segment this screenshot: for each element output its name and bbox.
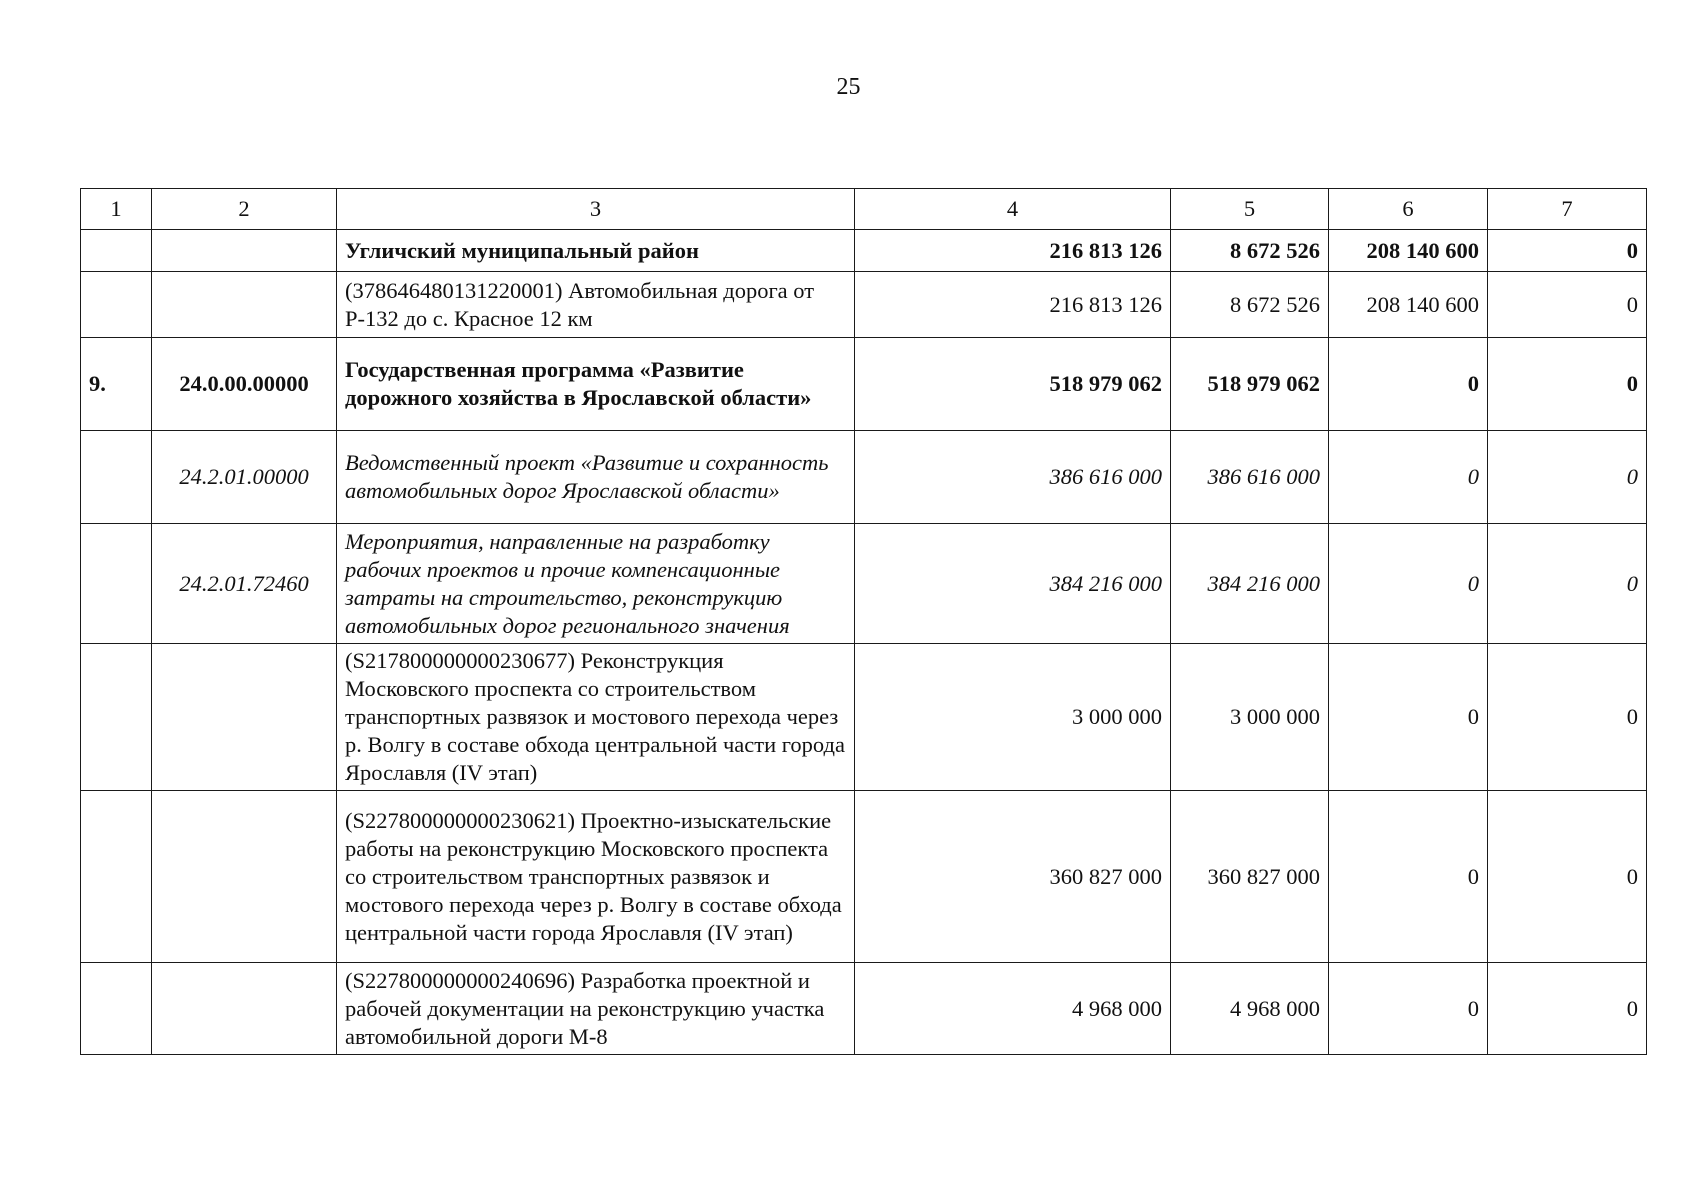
table-row — [81, 644, 1647, 791]
budget-code-cell — [152, 644, 337, 791]
header-cell: 3 — [337, 189, 855, 230]
amount-total-cell: 360 827 000 — [855, 791, 1171, 963]
amount-regional-cell: 384 216 000 — [1171, 524, 1329, 644]
item-name-cell: Ведомственный проект «Развитие и сохранность автомобильных дорог Ярославской области» — [337, 431, 855, 524]
amount-other-cell: 0 — [1488, 338, 1647, 431]
item-name-cell: (S217800000000230677) Реконструкция Московского проспекта со строительством транспортных развязок и мостового перехода через р. Волгу в составе обхода центральной части города Ярославля (IV этап) — [337, 644, 855, 791]
amount-federal-cell: 208 140 600 — [1329, 230, 1488, 272]
table-row — [81, 272, 1647, 338]
amount-federal-cell: 0 — [1329, 338, 1488, 431]
amount-other-cell: 0 — [1488, 230, 1647, 272]
budget-code-cell — [152, 272, 337, 338]
amount-regional-cell: 360 827 000 — [1171, 791, 1329, 963]
amount-federal-cell: 0 — [1329, 524, 1488, 644]
header-cell: 7 — [1488, 189, 1647, 230]
page-number: 25 — [836, 74, 861, 100]
amount-total-cell: 3 000 000 — [855, 644, 1171, 791]
amount-regional-cell: 3 000 000 — [1171, 644, 1329, 791]
item-name-cell: Угличский муниципальный район — [337, 230, 855, 272]
table-row — [81, 963, 1647, 1055]
table-row — [81, 230, 1647, 272]
item-name-cell: Государственная программа «Развитие дорожного хозяйства в Ярославской области» — [337, 338, 855, 431]
budget-code-cell — [152, 963, 337, 1055]
header-row — [81, 189, 1647, 230]
table-row — [81, 431, 1647, 524]
amount-regional-cell: 8 672 526 — [1171, 230, 1329, 272]
budget-code-cell: 24.2.01.72460 — [152, 524, 337, 644]
header-cell: 6 — [1329, 189, 1488, 230]
table-row — [81, 338, 1647, 431]
row-number-cell — [81, 272, 152, 338]
item-name-cell: (S227800000000240696) Разработка проектной и рабочей документации на реконструкцию участка автомобильной дороги М-8 — [337, 963, 855, 1055]
row-number-cell — [81, 230, 152, 272]
amount-total-cell: 4 968 000 — [855, 963, 1171, 1055]
table-row — [81, 524, 1647, 644]
table-row — [81, 791, 1647, 963]
amount-total-cell: 384 216 000 — [855, 524, 1171, 644]
amount-federal-cell: 0 — [1329, 644, 1488, 791]
amount-total-cell: 386 616 000 — [855, 431, 1171, 524]
header-cell: 4 — [855, 189, 1171, 230]
row-number-cell — [81, 963, 152, 1055]
amount-federal-cell: 0 — [1329, 963, 1488, 1055]
item-name-cell: (S227800000000230621) Проектно-изыскательские работы на реконструкцию Московского проспекта со строительством транспортных развязок и мостового перехода через р. Волгу в составе обхода центральной части города Ярославля (IV этап) — [337, 791, 855, 963]
budget-code-cell — [152, 230, 337, 272]
item-name-cell: Мероприятия, направленные на разработку рабочих проектов и прочие компенсационные затраты на строительство, реконструкцию автомобильных дорог регионального значения — [337, 524, 855, 644]
amount-other-cell: 0 — [1488, 431, 1647, 524]
budget-code-cell: 24.2.01.00000 — [152, 431, 337, 524]
amount-regional-cell: 386 616 000 — [1171, 431, 1329, 524]
amount-other-cell: 0 — [1488, 524, 1647, 644]
row-number-cell — [81, 791, 152, 963]
amount-federal-cell: 0 — [1329, 791, 1488, 963]
header-cell: 1 — [81, 189, 152, 230]
amount-regional-cell: 8 672 526 — [1171, 272, 1329, 338]
header-cell: 2 — [152, 189, 337, 230]
budget-code-cell: 24.0.00.00000 — [152, 338, 337, 431]
amount-other-cell: 0 — [1488, 963, 1647, 1055]
amount-regional-cell: 518 979 062 — [1171, 338, 1329, 431]
row-number-cell — [81, 431, 152, 524]
amount-federal-cell: 208 140 600 — [1329, 272, 1488, 338]
amount-other-cell: 0 — [1488, 791, 1647, 963]
budget-code-cell — [152, 791, 337, 963]
amount-other-cell: 0 — [1488, 272, 1647, 338]
item-name-cell: (378646480131220001) Автомобильная дорога от Р-132 до с. Красное 12 км — [337, 272, 855, 338]
amount-total-cell: 216 813 126 — [855, 272, 1171, 338]
amount-other-cell: 0 — [1488, 644, 1647, 791]
row-number-cell: 9. — [81, 338, 152, 431]
row-number-cell — [81, 524, 152, 644]
amount-total-cell: 518 979 062 — [855, 338, 1171, 431]
budget-table — [80, 188, 1647, 1055]
row-number-cell — [81, 644, 152, 791]
amount-total-cell: 216 813 126 — [855, 230, 1171, 272]
header-cell: 5 — [1171, 189, 1329, 230]
amount-regional-cell: 4 968 000 — [1171, 963, 1329, 1055]
amount-federal-cell: 0 — [1329, 431, 1488, 524]
